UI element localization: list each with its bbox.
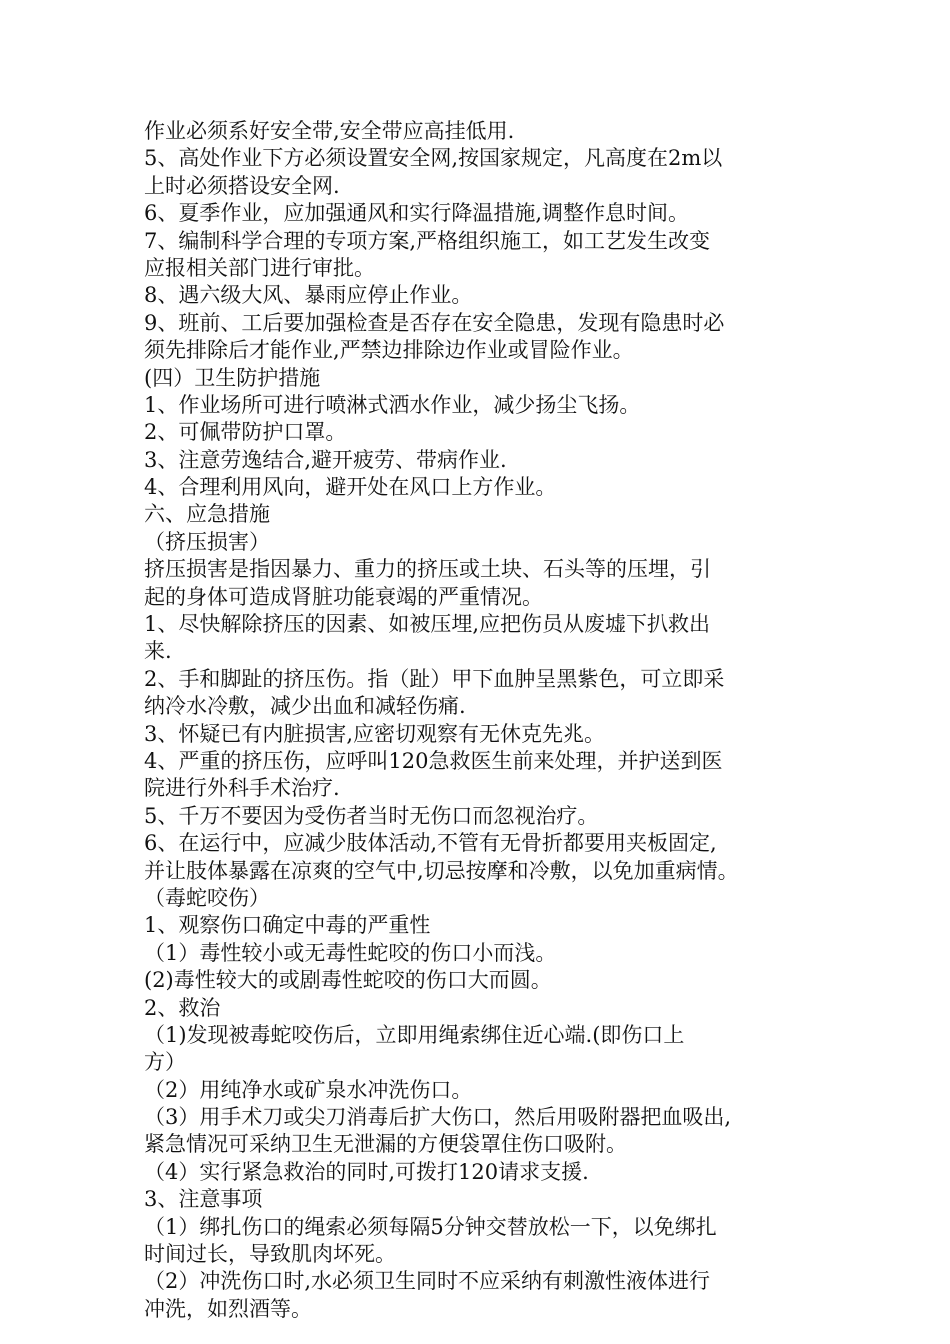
- text-line: 1、作业场所可进行喷淋式洒水作业，减少扬尘飞扬。: [144, 392, 641, 417]
- text-line: （1）绑扎伤口的绳索必须每隔5分钟交替放松一下，以免绑扎: [144, 1214, 717, 1239]
- text-line: 7、编制科学合理的专项方案,严格组织施工，如工艺发生改变: [144, 228, 711, 253]
- text-line: 方）: [144, 1050, 186, 1075]
- text-line: 上时必须搭设安全网.: [144, 173, 340, 198]
- text-line: 2、救治: [144, 995, 221, 1020]
- text-line: （毒蛇咬伤）: [144, 885, 270, 910]
- text-line: 院进行外科手术治疗.: [144, 776, 340, 801]
- text-line: (四）卫生防护措施: [144, 365, 321, 390]
- text-line: 冲洗，如烈酒等。: [144, 1296, 312, 1321]
- text-line: 3、怀疑已有内脏损害,应密切观察有无休克先兆。: [144, 721, 606, 746]
- text-line: 6、在运行中，应减少肢体活动,不管有无骨折都要用夹板固定,: [144, 831, 717, 856]
- text-line: 3、注意事项: [144, 1187, 263, 1212]
- text-line: （3）用手术刀或尖刀消毒后扩大伤口，然后用吸附器把血吸出,: [144, 1105, 732, 1130]
- text-line: 4、合理利用风向，避开处在风口上方作业。: [144, 475, 557, 500]
- text-line: 5、高处作业下方必须设置安全网,按国家规定，凡高度在2m以: [144, 146, 723, 171]
- text-line: 挤压损害是指因暴力、重力的挤压或土块、石头等的压埋，引: [144, 557, 711, 582]
- text-line: 2、可佩带防护口罩。: [144, 420, 347, 445]
- text-line: 8、遇六级大风、暴雨应停止作业。: [144, 283, 473, 308]
- text-line: 应报相关部门进行审批。: [144, 255, 375, 280]
- text-line: 5、千万不要因为受伤者当时无伤口而忽视治疗。: [144, 803, 599, 828]
- text-line: 2、手和脚趾的挤压伤。指（趾）甲下血肿呈黑紫色，可立即采: [144, 666, 725, 691]
- text-line: 须先排除后才能作业,严禁边排除边作业或冒险作业。: [144, 338, 634, 363]
- text-line: 1、观察伤口确定中毒的严重性: [144, 913, 431, 938]
- text-line: 3、注意劳逸结合,避开疲劳、带病作业.: [144, 447, 507, 472]
- text-line: （1)发现被毒蛇咬伤后，立即用绳索绑住近心端.(即伤口上: [144, 1022, 685, 1047]
- text-line: 9、班前、工后要加强检查是否存在安全隐患，发现有隐患时必: [144, 310, 725, 335]
- text-line: 作业必须系好安全带,安全带应高挂低用.: [144, 119, 515, 143]
- text-line: （1）毒性较小或无毒性蛇咬的伤口小而浅。: [144, 940, 557, 965]
- text-line: 1、尽快解除挤压的因素、如被压埋,应把伤员从废墟下扒救出: [144, 612, 711, 637]
- text-line: （4）实行紧急救治的同时,可拨打120请求支援.: [144, 1159, 589, 1184]
- text-line: (2)毒性较大的或剧毒性蛇咬的伤口大而圆。: [144, 968, 552, 993]
- text-line: 六、应急措施: [144, 502, 270, 527]
- text-line: （挤压损害）: [144, 529, 270, 554]
- text-line: （2）用纯净水或矿泉水冲洗伤口。: [144, 1077, 473, 1102]
- text-line: （2）冲洗伤口时,水必须卫生同时不应采纳有刺激性液体进行: [144, 1269, 711, 1294]
- text-line: 4、严重的挤压伤，应呼叫120急救医生前来处理，并护送到医: [144, 748, 723, 773]
- text-line: 并让肢体暴露在凉爽的空气中,切忌按摩和冷敷，以免加重病情。: [144, 858, 739, 883]
- text-line: 纳冷水冷敷，减少出血和减轻伤痛.: [144, 694, 466, 719]
- document-body: [144, 118, 816, 1323]
- text-line: 时间过长，导致肌肉坏死。: [144, 1242, 396, 1267]
- text-line: 紧急情况可采纳卫生无泄漏的方便袋罩住伤口吸附。: [144, 1132, 627, 1157]
- text-line: 6、夏季作业，应加强通风和实行降温措施,调整作息时间。: [144, 201, 690, 226]
- text-line: 来.: [144, 639, 172, 664]
- text-line: 起的身体可造成肾脏功能衰竭的严重情况。: [144, 584, 543, 609]
